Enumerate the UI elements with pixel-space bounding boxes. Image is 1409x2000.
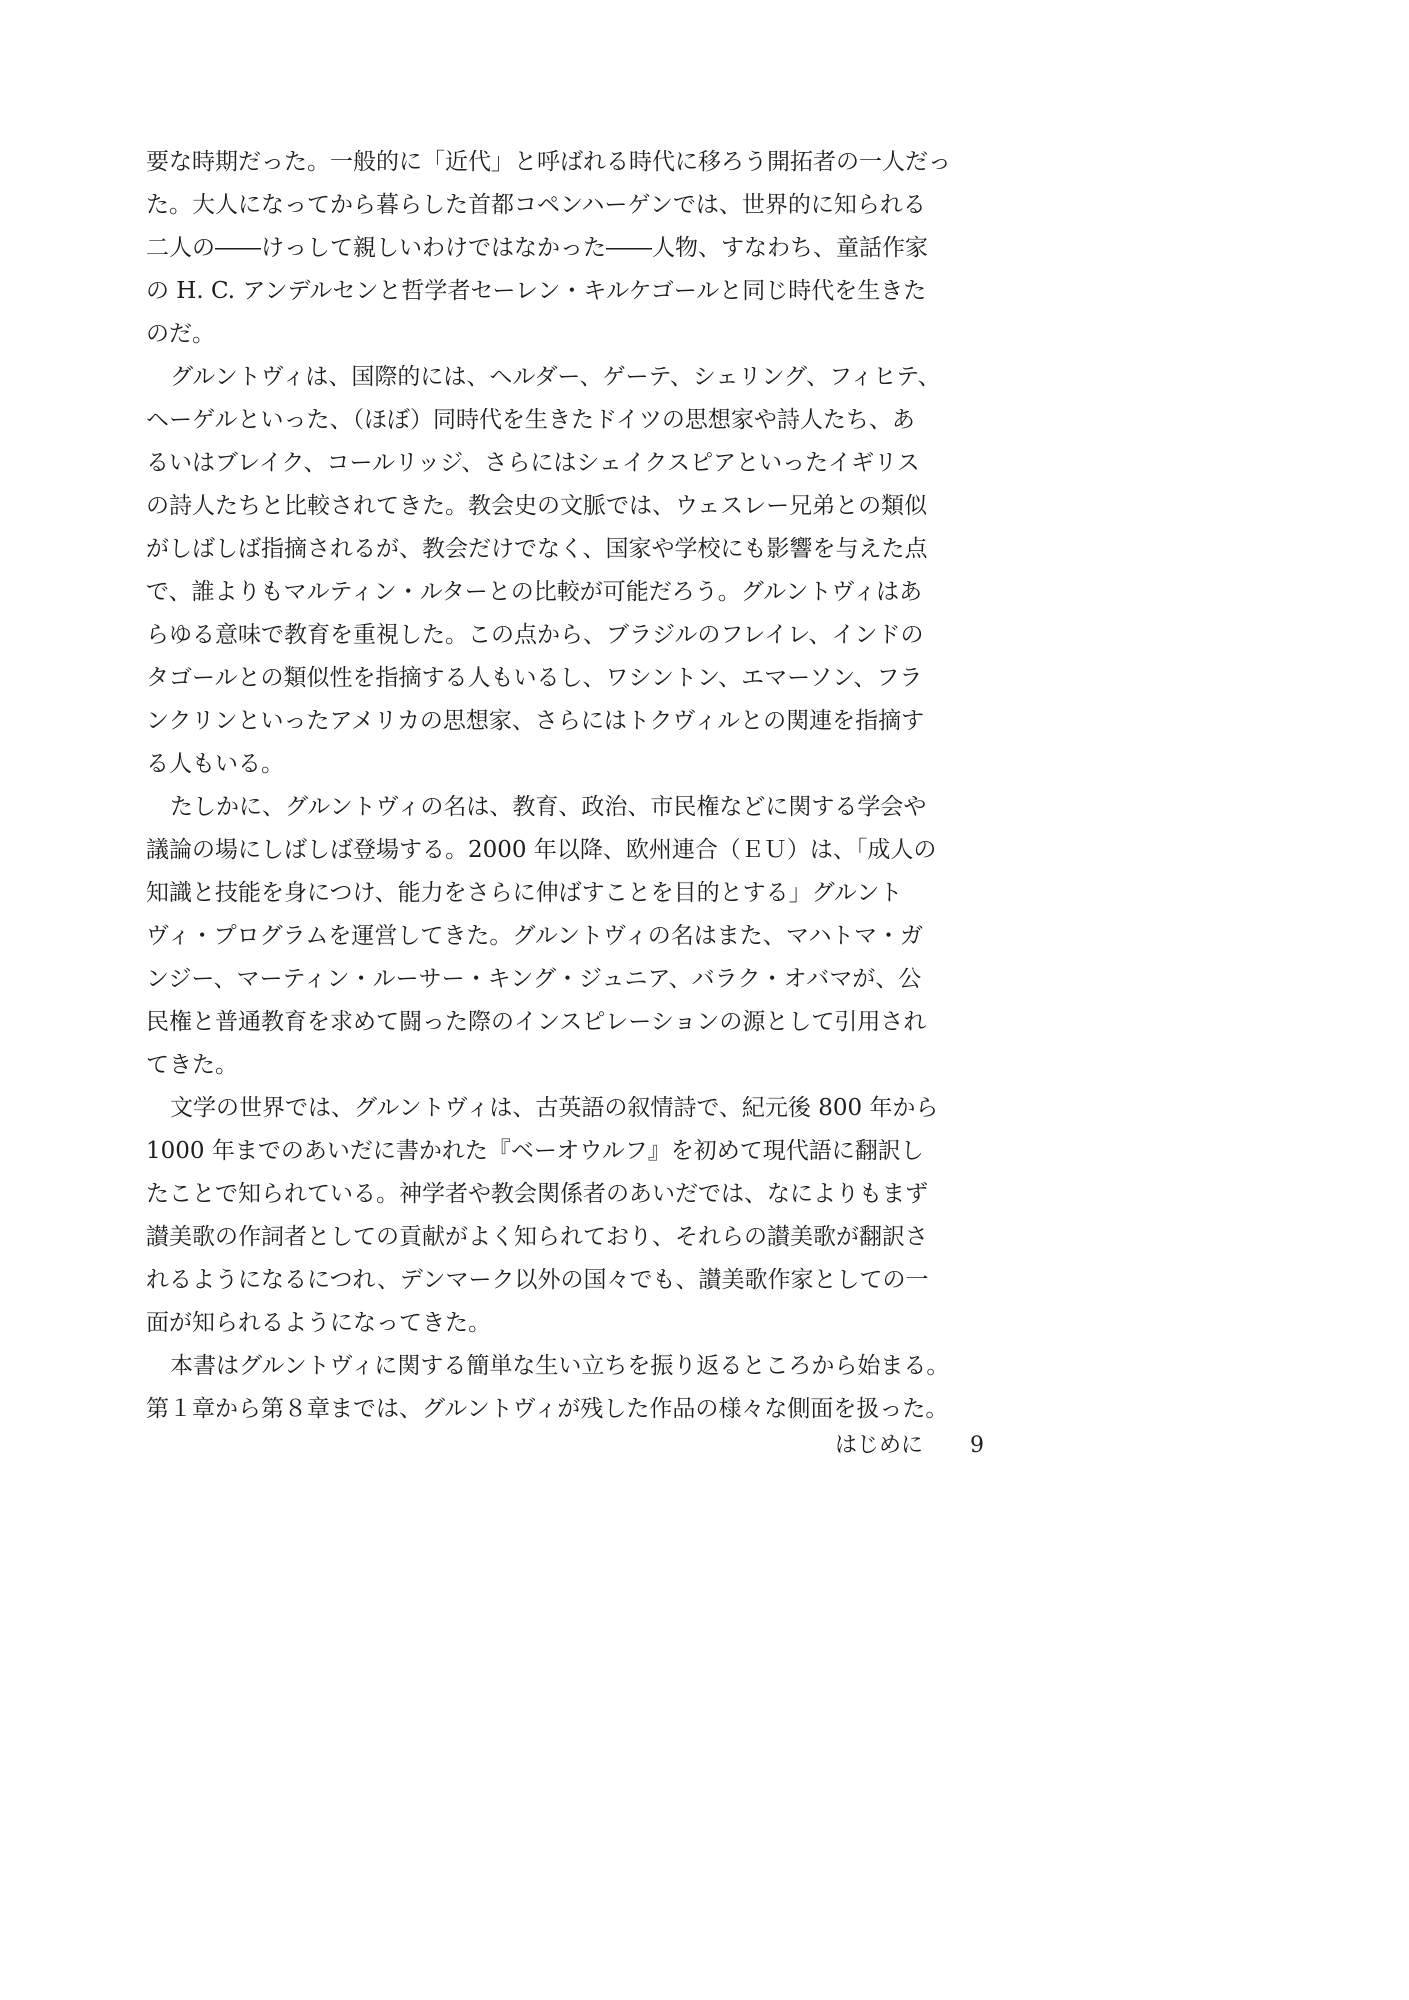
text-line: れるようになるにつれ、デンマーク以外の国々でも、讃美歌作家としての一 [146,1267,929,1293]
text-line: 民権と普通教育を求めて闘った際のインスピレーションの源として引用され [146,1009,927,1035]
text-line: の H. C. アンデルセンと哲学者セーレン・キルケゴールと同じ時代を生きた [146,278,927,304]
text-line: たことで知られている。神学者や教会関係者のあいだでは、なによりもまず [146,1181,928,1207]
paragraph-start-line: グルントヴィは、国際的には、ヘルダー、ゲーテ、シェリング、フィヒテ、 [170,364,941,390]
text-line: 1000 年までのあいだに書かれた『ベーオウルフ』を初めて現代語に翻訳し [146,1138,924,1164]
text-line: た。大人になってから暮らした首都コペンハーゲンでは、世界的に知られる [146,192,926,218]
text-line: 知識と技能を身につけ、能力をさらに伸ばすことを目的とする」グルント [146,880,903,906]
text-line: 面が知られるようになってきた。 [146,1310,491,1336]
text-line: がしばしば指摘されるが、教会だけでなく、国家や学校にも影響を与えた点 [146,536,928,562]
text-line: てきた。 [146,1052,238,1078]
text-line: るいはブレイク、コールリッジ、さらにはシェイクスピアといったイギリス [146,450,920,476]
paragraph-start-line: 文学の世界では、グルントヴィは、古英語の叙情詩で、紀元後 800 年から [170,1095,939,1121]
text-line: タゴールとの類似性を指摘する人もいるし、ワシントン、エマーソン、フラ [146,665,923,691]
text-line: の詩人たちと比較されてきた。教会史の文脈では、ウェスレー兄弟との類似 [146,493,928,519]
text-line: ンジー、マーティン・ルーサー・キング・ジュニア、バラク・オバマが、公 [146,966,922,992]
paragraph-start-line: 本書はグルントヴィに関する簡単な生い立ちを振り返るところから始まる。 [170,1353,950,1379]
page-footer [835,1431,984,1461]
text-line: 第１章から第８章までは、グルントヴィが残した作品の様々な側面を扱った。 [146,1396,949,1422]
text-line: ヴィ・プログラムを運営してきた。グルントヴィの名はまた、マハトマ・ガ [146,923,924,949]
text-line: らゆる意味で教育を重視した。この点から、ブラジルのフレイレ、インドの [146,622,924,648]
text-line: 二人の――けっして親しいわけではなかった――人物、すなわち、童話作家 [146,235,928,261]
text-line: のだ。 [146,321,215,347]
running-footer-title: はじめに [834,1433,923,1458]
paragraph-start-line: たしかに、グルントヴィの名は、教育、政治、市民権などに関する学会や [170,794,927,820]
body-text [146,141,996,1431]
text-line: る人もいる。 [146,751,284,777]
text-line: 議論の場にしばしば登場する。2000 年以降、欧州連合（ＥＵ）は、「成人の [146,837,937,863]
text-line: 讃美歌の作詞者としての貢献がよく知られており、それらの讃美歌が翻訳さ [146,1224,928,1250]
text-line: ヘーゲルといった、（ほぼ）同時代を生きたドイツの思想家や詩人たち、あ [146,407,915,433]
page-number: 9 [970,1433,984,1458]
text-line: で、誰よりもマルティン・ルターとの比較が可能だろう。グルントヴィはあ [146,579,923,605]
text-line: ンクリンといったアメリカの思想家、さらにはトクヴィルとの関連を指摘す [146,708,925,734]
text-line: 要な時期だった。一般的に「近代」と呼ばれる時代に移ろう開拓者の一人だっ [146,149,951,175]
